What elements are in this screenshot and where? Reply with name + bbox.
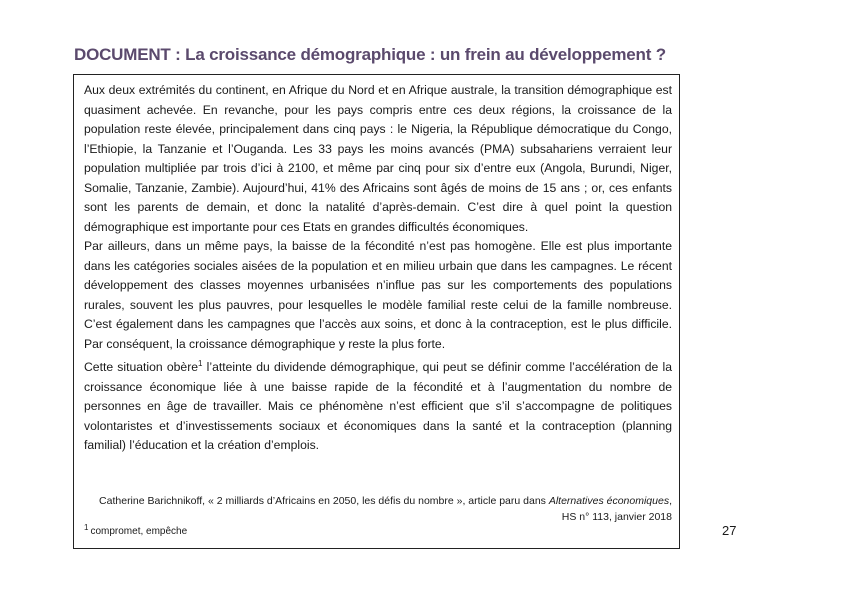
footnote-number: 1: [84, 523, 89, 532]
article-body: [84, 81, 672, 456]
footnote-text: compromet, empêche: [90, 526, 188, 537]
source-citation: Catherine Barichnikoff, « 2 milliards d’Africains en 2050, les défis du nombre », article paru dans Alternatives économiques, HS n° 113, janvier 2018: [99, 495, 672, 523]
paragraph-2: Par ailleurs, dans un même pays, la baisse de la fécondité n’est pas homogène. Elle est plus importante dans les catégories sociales aisées de la population et en milieu urbain que dans les campagnes. Le récent développement des classes moyennes urbanisées n’influe pas sur les comportements des populations rurales, souvent les plus pauvres, pour lesquelles le modèle familial reste celui de la famille nombreuse. C’est également dans les campagnes que l’accès aux soins, et donc à la contraception, est le plus difficile. Par conséquent, la croissance démographique y reste la plus forte.: [84, 239, 672, 351]
footnote-reference: 1: [198, 359, 203, 368]
footnote: [84, 523, 188, 537]
paragraph-3: Cette situation obère$^1$ l’atteinte du dividende démographique, qui peut se définir comme l’accélération de la croissance économique liée à une baisse rapide de la fécondité et à l’augmentation du nombre de personnes en âge de travailler. Mais ce phénomène n’est efficient que s’il s’accompagne de politiques volontaristes et d’investissements sociaux et économiques dans la santé et la contraception (planning familial) l’éducation et la création d’emplois.: [84, 359, 672, 453]
document-title-text: : La croissance démographique : un frein au développement ?: [170, 45, 666, 64]
document-label: DOCUMENT: [74, 45, 171, 64]
page-number: 27: [722, 523, 737, 538]
journal-name: Alternatives économiques: [548, 495, 670, 507]
paragraph-1: Aux deux extrémités du continent, en Afrique du Nord et en Afrique australe, la transition démographique est quasiment achevée. En revanche, pour les pays compris entre ces deux régions, la croissance de la population reste élevée, principalement dans cinq pays : le Nigeria, la République démocratique du Congo, l’Ethiopie, la Tanzanie et l’Ouganda. Les 33 pays les moins avancés (PMA) subsahariens verraient leur population multipliée par trois d’ici à 2100, et même par cinq pour six d’entre eux (Angola, Burundi, Niger, Somalie, Tanzanie, Zambie). Aujourd’hui, 41% des Africains sont âgés de moins de 15 ans ; or, ces enfants sont les parents de demain, et donc la natalité d’après-demain. C’est dire à quel point la question démographique est importante pour ces Etats en grandes difficultés économiques.: [84, 83, 672, 234]
document-title: [74, 45, 666, 65]
